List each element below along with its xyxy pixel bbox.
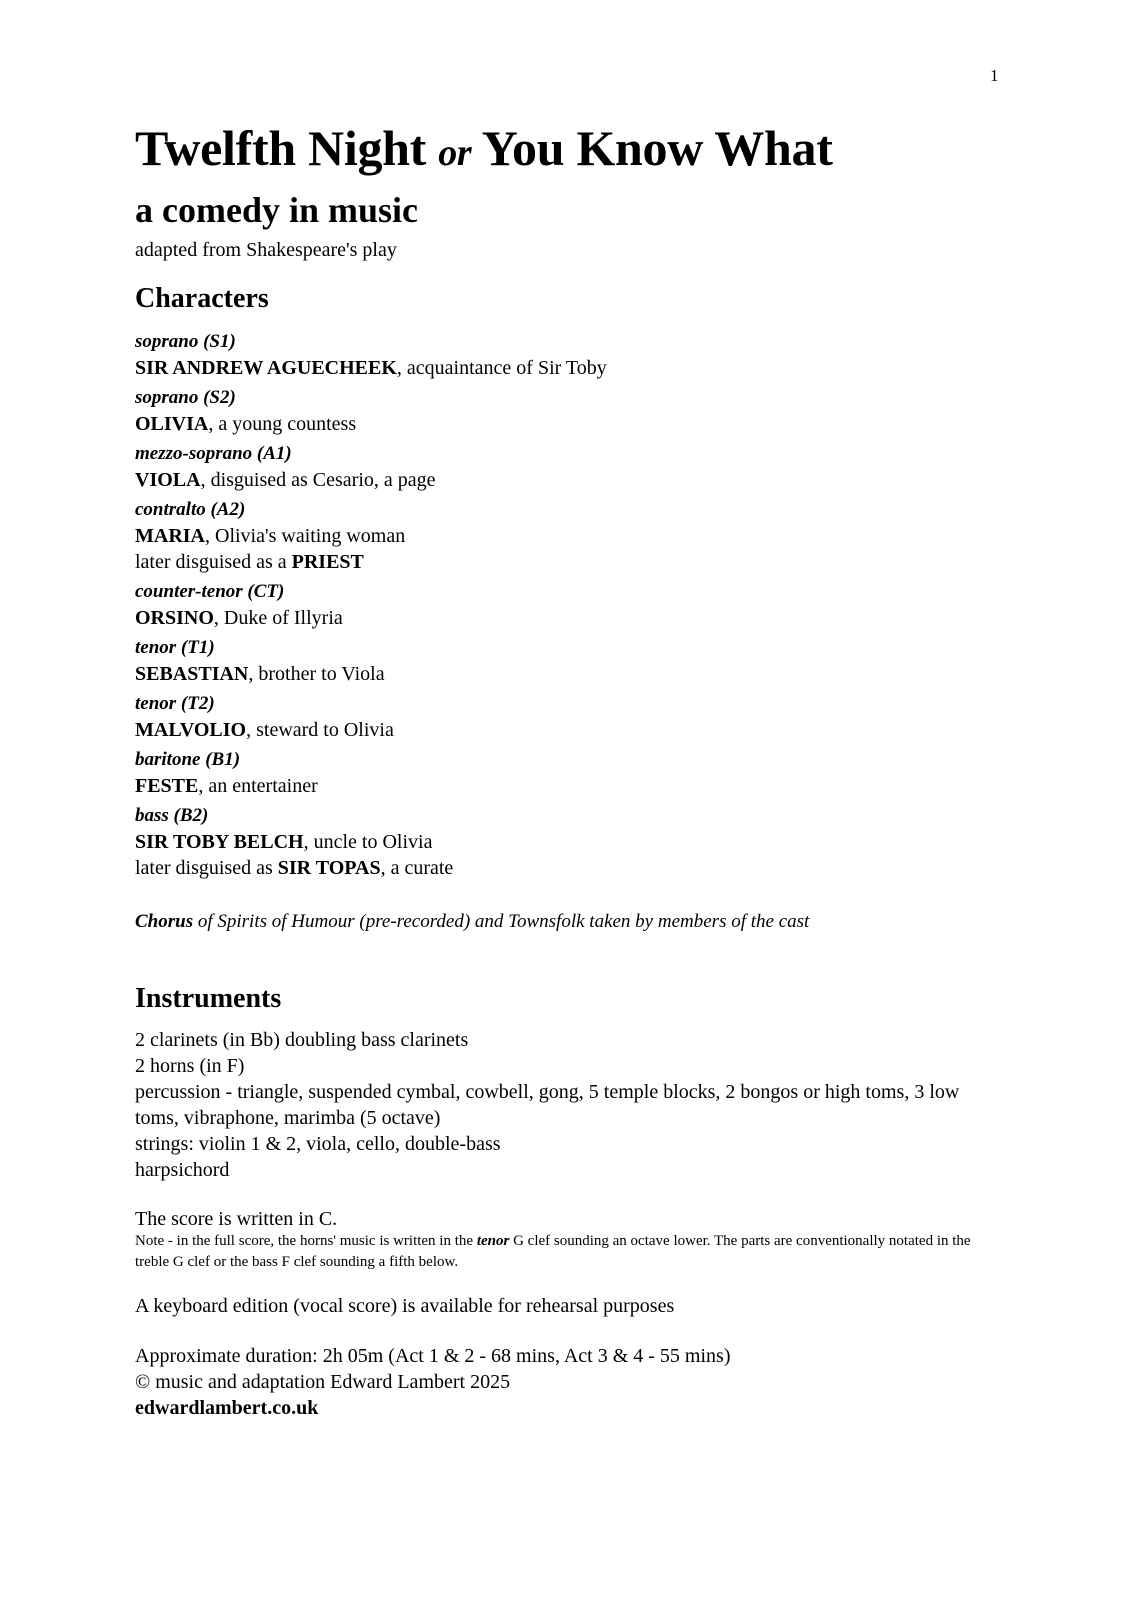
role-line [135,829,995,855]
voice-type: mezzo-soprano (A1) [135,443,292,464]
voice-type: tenor (T2) [135,693,215,714]
character-entry [135,803,995,881]
role-line [135,717,995,743]
role-line [135,523,995,549]
horn-note-post: G clef sounding an octave lower. The parts are conventionally notated in the treble G clef or the bass F clef sounding a fifth below. [135,1233,971,1270]
disguise-name: PRIEST [291,551,364,573]
voice-type: soprano (S2) [135,387,236,408]
role-line [135,467,995,493]
character-entry [135,441,995,493]
character-name: SIR ANDREW AGUECHEEK [135,357,397,379]
character-name: FESTE [135,775,199,797]
website-link[interactable]: edwardlambert.co.uk [135,1397,319,1419]
instrument-item: harpsichord [135,1159,230,1181]
character-entry [135,329,995,381]
character-description: , uncle to Olivia [303,831,433,853]
chorus-label: Chorus [135,911,194,932]
disguise-prefix: later disguised as a [135,551,292,573]
title-or: or [438,132,472,174]
horn-clef-note [135,1231,995,1273]
subtitle: a comedy in music [135,190,418,230]
voice-type: baritone (B1) [135,749,241,770]
page-number: 1 [990,66,999,85]
keyboard-edition-note: A keyboard edition (vocal score) is available for rehearsal purposes [135,1295,675,1317]
character-entry [135,497,995,575]
role-line-disguise [135,549,995,575]
character-description: , steward to Olivia [246,719,394,741]
horn-note-pre: Note - in the full score, the horns' music is written in the [135,1233,477,1249]
instrument-item: percussion - triangle, suspended cymbal, cowbell, gong, 5 temple blocks, 2 bongos or high toms, 3 low toms, vibraphone, marimba (5 octave) [135,1081,960,1129]
character-description: , disguised as Cesario, a page [200,469,436,491]
instrument-list [135,1027,995,1183]
character-name: ORSINO [135,607,214,629]
voice-type: soprano (S1) [135,331,236,352]
role-line [135,773,995,799]
score-key-note: The score is written in C. [135,1208,338,1230]
instrument-item: 2 clarinets (in Bb) doubling bass clarinets [135,1029,469,1051]
character-entry [135,385,995,437]
title-part2: You Know What [481,120,833,176]
character-description: , an entertainer [198,775,318,797]
chorus-note [135,909,995,935]
duration-note: Approximate duration: 2h 05m (Act 1 & 2 - 68 mins, Act 3 & 4 - 55 mins) [135,1345,731,1367]
character-description: , Olivia's waiting woman [205,525,406,547]
character-name: OLIVIA [135,413,209,435]
character-list [135,329,995,881]
character-description: , brother to Viola [248,663,385,685]
character-entry [135,635,995,687]
page-title [135,118,995,183]
document-body [135,118,995,1421]
instruments-heading: Instruments [135,983,282,1014]
horn-note-italic: tenor [476,1233,510,1249]
character-entry [135,579,995,631]
disguise-name: SIR TOPAS [277,857,381,879]
role-line [135,411,995,437]
disguise-prefix: later disguised as [135,857,278,879]
characters-heading: Characters [135,283,269,314]
character-entry [135,747,995,799]
character-description: , acquaintance of Sir Toby [396,357,607,379]
voice-type: bass (B2) [135,805,209,826]
role-line-disguise [135,855,995,881]
character-description: , Duke of Illyria [213,607,343,629]
role-line [135,355,995,381]
character-description: , a young countess [208,413,357,435]
instrument-item: strings: violin 1 & 2, viola, cello, double-bass [135,1133,501,1155]
copyright-note: © music and adaptation Edward Lambert 2025 [135,1371,511,1393]
character-name: MALVOLIO [135,719,247,741]
disguise-description: , a curate [380,857,454,879]
voice-type: contralto (A2) [135,499,246,520]
adapted-from: adapted from Shakespeare's play [135,239,397,261]
character-entry [135,691,995,743]
title-part1: Twelfth Night [135,120,426,176]
role-line [135,661,995,687]
character-name: SIR TOBY BELCH [135,831,304,853]
character-name: VIOLA [135,469,201,491]
role-line [135,605,995,631]
voice-type: counter-tenor (CT) [135,581,285,602]
character-name: SEBASTIAN [135,663,249,685]
character-name: MARIA [135,525,205,547]
chorus-description: of Spirits of Humour (pre-recorded) and Townsfolk taken by members of the cast [193,911,810,932]
instrument-item: 2 horns (in F) [135,1055,245,1077]
voice-type: tenor (T1) [135,637,215,658]
